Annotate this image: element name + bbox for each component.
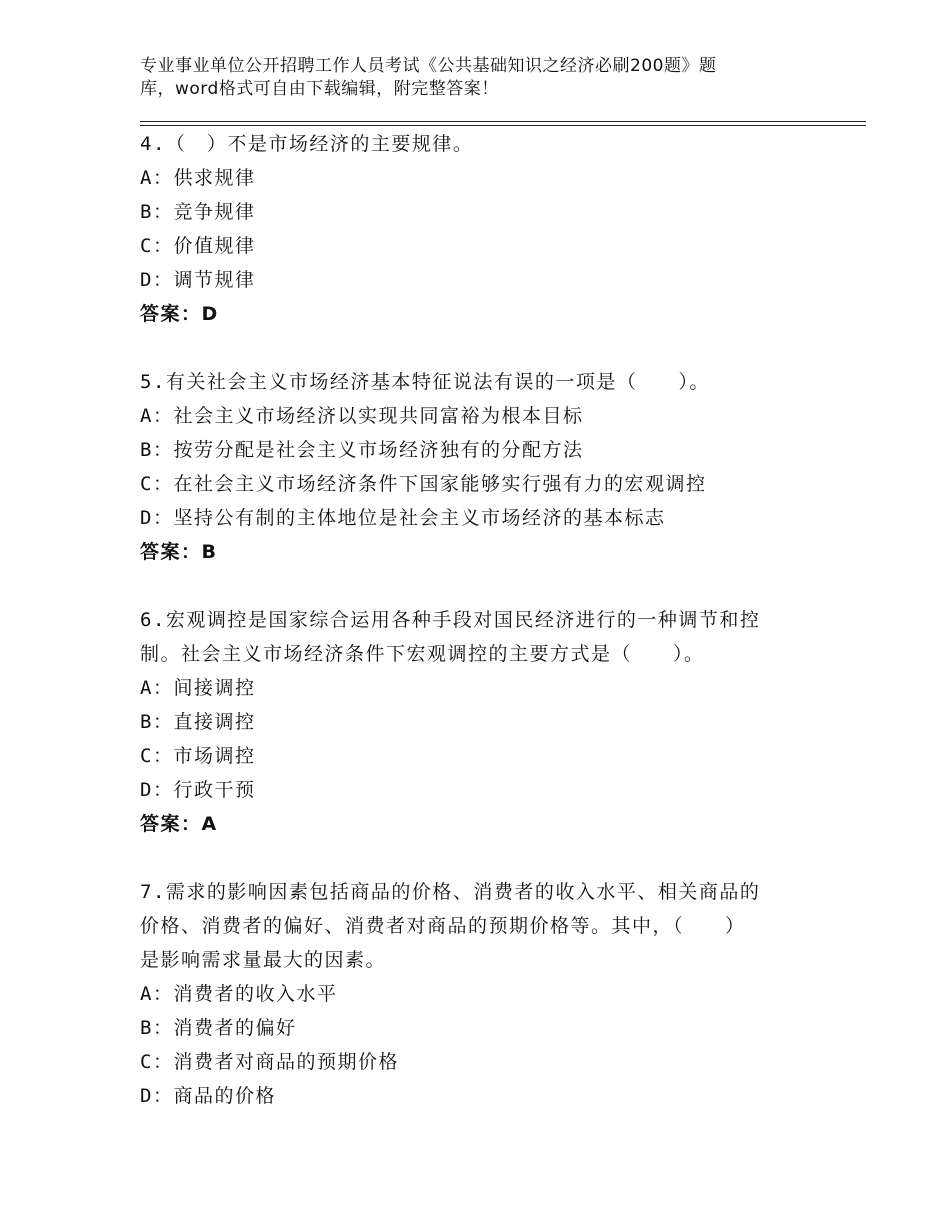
question-stem: 5.有关社会主义市场经济基本特征说法有误的一项是（ ）。 bbox=[140, 371, 710, 393]
header-divider-bottom bbox=[140, 125, 866, 126]
question-stem-line-1: 6.宏观调控是国家综合运用各种手段对国民经济进行的一种调节和控 bbox=[140, 609, 761, 631]
option-b: B：消费者的偏好 bbox=[140, 1017, 297, 1039]
question-stem-line-3: 是影响需求量最大的因素。 bbox=[140, 949, 387, 971]
question-stem-line-1: 7.需求的影响因素包括商品的价格、消费者的收入水平、相关商品的 bbox=[140, 881, 761, 903]
option-c: C：价值规律 bbox=[140, 235, 256, 257]
question-6 bbox=[140, 603, 840, 841]
question-stem: 4.（ ）不是市场经济的主要规律。 bbox=[140, 133, 474, 155]
question-4 bbox=[140, 127, 840, 331]
option-a: A：消费者的收入水平 bbox=[140, 983, 338, 1005]
question-7 bbox=[140, 875, 840, 1113]
option-b: B：竞争规律 bbox=[140, 201, 256, 223]
option-c: C：市场调控 bbox=[140, 745, 256, 767]
question-stem-line-2: 制。社会主义市场经济条件下宏观调控的主要方式是（ ）。 bbox=[140, 643, 705, 665]
spacer bbox=[140, 841, 840, 875]
option-a: A：社会主义市场经济以实现共同富裕为根本目标 bbox=[140, 405, 584, 427]
option-d: D：调节规律 bbox=[140, 269, 256, 291]
option-a: A：间接调控 bbox=[140, 677, 256, 699]
option-d: D：商品的价格 bbox=[140, 1085, 276, 1107]
question-list bbox=[140, 127, 840, 1113]
option-d: D：坚持公有制的主体地位是社会主义市场经济的基本标志 bbox=[140, 507, 666, 529]
question-stem-line-2: 价格、消费者的偏好、消费者对商品的预期价格等。其中，（ ） bbox=[140, 915, 746, 937]
spacer bbox=[140, 331, 840, 365]
answer-line: 答案：A bbox=[140, 813, 218, 835]
option-a: A：供求规律 bbox=[140, 167, 256, 189]
option-c: C：在社会主义市场经济条件下国家能够实行强有力的宏观调控 bbox=[140, 473, 707, 495]
header-divider-top bbox=[140, 121, 866, 122]
option-b: B：按劳分配是社会主义市场经济独有的分配方法 bbox=[140, 439, 584, 461]
header-title-line-2: 库，word格式可自由下载编辑，附完整答案！ bbox=[140, 79, 499, 99]
answer-line: 答案：D bbox=[140, 303, 219, 325]
option-d: D：行政干预 bbox=[140, 779, 256, 801]
answer-line: 答案：B bbox=[140, 541, 218, 563]
document-header bbox=[140, 55, 860, 101]
spacer bbox=[140, 569, 840, 603]
header-title-line-1: 专业事业单位公开招聘工作人员考试《公共基础知识之经济必刷200题》题 bbox=[140, 56, 717, 76]
question-5 bbox=[140, 365, 840, 569]
option-c: C：消费者对商品的预期价格 bbox=[140, 1051, 399, 1073]
option-b: B：直接调控 bbox=[140, 711, 256, 733]
